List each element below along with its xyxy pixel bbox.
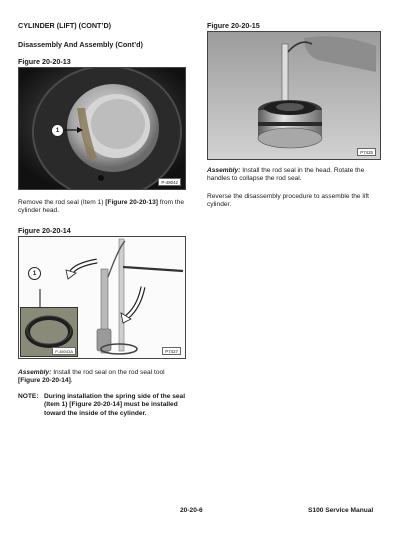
subsection-title: Disassembly And Assembly (Cont’d)	[18, 40, 143, 49]
assembly-paragraph-left: Assembly: Install the rod seal on the rod seal tool [Figure 20-20-14].	[18, 369, 165, 385]
rod-seal-inset-photo	[20, 307, 78, 357]
note-line-2: (Item 1) [Figure 20-20-14] must be installed	[44, 401, 178, 409]
figure-20-20-13-photo	[18, 67, 186, 190]
manual-title: S100 Service Manual	[308, 507, 374, 514]
figure-20-20-15-photo	[207, 31, 381, 160]
figure-20-20-13-label: Figure 20-20-13	[18, 57, 71, 66]
note-line-3: toward the inside of the cylinder.	[44, 409, 147, 417]
cylinder-head-photo	[19, 68, 185, 189]
photo-tag: P-48042	[158, 178, 181, 186]
photo-tag: P7427	[162, 347, 181, 355]
callout-item-1: 1	[51, 124, 64, 137]
note-label: NOTE:	[18, 393, 39, 400]
figure-20-20-15-label: Figure 20-20-15	[207, 21, 260, 30]
figure-20-20-14-label: Figure 20-20-14	[18, 226, 71, 235]
assembly-paragraph-right: Assembly: Install the rod seal in the head. Rotate the handles to collapse the rod seal.	[207, 167, 365, 183]
note-block	[18, 393, 190, 418]
photo-tag: P7425	[357, 148, 376, 156]
page-number: 20-20-6	[180, 507, 203, 514]
callout-item-1: 1	[28, 267, 41, 280]
figure-20-20-14-photo	[18, 236, 186, 359]
section-title: CYLINDER (LIFT) (CONT’D)	[18, 21, 112, 30]
rod-seal-install-photo	[208, 32, 380, 159]
remove-paragraph: Remove the rod seal (Item 1) [Figure 20-20-13] from the cylinder head.	[18, 199, 185, 215]
inset-photo-tag: P-48043A	[52, 347, 76, 355]
note-line-1: During installation the spring side of the seal	[44, 393, 186, 400]
reverse-procedure-paragraph: Reverse the disassembly procedure to assemble the lift cylinder.	[207, 193, 369, 209]
